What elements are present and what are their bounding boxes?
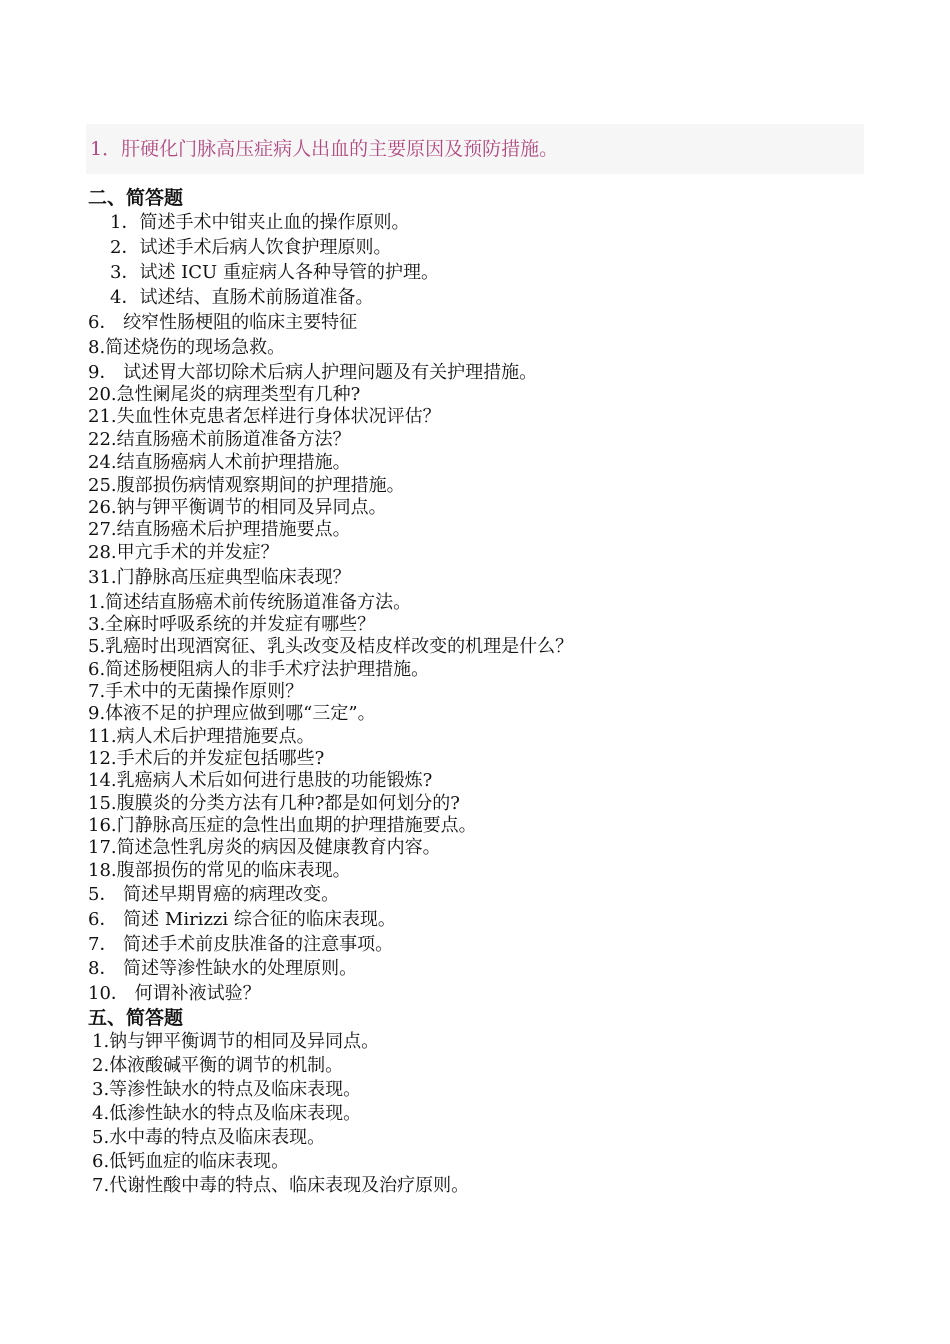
highlight-banner [86,124,864,174]
list-item: 5.水中毒的特点及临床表现。 [92,1127,326,1148]
list-item: 25.腹部损伤病情观察期间的护理措施。 [88,475,405,496]
list-item: 6． 简述 Mirizzi 综合征的临床表现。 [88,909,396,930]
list-item: 18.腹部损伤的常见的临床表现。 [88,860,351,881]
list-item: 3．试述 ICU 重症病人各种导管的护理。 [110,262,439,283]
list-item: 2.体液酸碱平衡的调节的机制。 [92,1055,344,1076]
list-item: 17.简述急性乳房炎的病因及健康教育内容。 [88,837,441,858]
list-item: 11.病人术后护理措施要点。 [88,726,315,747]
section-heading-2: 二、简答题 [88,187,184,209]
list-item: 14.乳癌病人术后如何进行患肢的功能锻炼? [88,770,433,791]
list-item: 3.全麻时呼吸系统的并发症有哪些？ [88,614,376,635]
list-item: 6.低钙血症的临床表现。 [92,1151,290,1172]
list-item: 7． 简述手术前皮肤准备的注意事项。 [88,934,394,955]
list-item: 1．简述手术中钳夹止血的操作原则。 [110,212,410,233]
list-item: 31.门静脉高压症典型临床表现？ [88,567,351,588]
list-item: 28.甲亢手术的并发症？ [88,542,279,563]
list-item: 27.结直肠癌术后护理措施要点。 [88,519,351,540]
list-item: 21.失血性休克患者怎样进行身体状况评估？ [88,406,441,427]
list-item: 4．试述结、直肠术前肠道准备。 [110,287,374,308]
list-item: 6.简述肠梗阻病人的非手术疗法护理措施。 [88,659,430,680]
list-item: 6． 绞窄性肠梗阻的临床主要特征 [88,312,358,333]
list-item: 2．试述手术后病人饮食护理原则。 [110,237,392,258]
list-item: 22.结直肠癌术前肠道准备方法？ [88,429,351,450]
list-item: 8.简述烧伤的现场急救。 [88,337,286,358]
list-item: 24.结直肠癌病人术前护理措施。 [88,452,351,473]
list-item: 9． 试述胃大部切除术后病人护理问题及有关护理措施。 [88,362,538,383]
list-item: 16.门静脉高压症的急性出血期的护理措施要点。 [88,815,477,836]
list-item: 15.腹膜炎的分类方法有几种?都是如何划分的? [88,793,460,814]
list-item: 7.手术中的无菌操作原则？ [88,681,304,702]
list-item: 1.简述结直肠癌术前传统肠道准备方法。 [88,592,412,613]
list-item: 10． 何谓补液试验？ [88,983,261,1004]
list-item: 5． 简述早期胃癌的病理改变。 [88,884,340,905]
list-item: 7.代谢性酸中毒的特点、临床表现及治疗原则。 [92,1175,470,1196]
section-heading-5: 五、简答题 [88,1007,184,1029]
list-item: 3.等渗性缺水的特点及临床表现。 [92,1079,362,1100]
list-item: 1.钠与钾平衡调节的相同及异同点。 [92,1031,380,1052]
list-item: 12.手术后的并发症包括哪些? [88,748,325,769]
list-item: 26.钠与钾平衡调节的相同及异同点。 [88,497,387,518]
list-item: 20.急性阑尾炎的病理类型有几种? [88,384,361,405]
list-item: 4.低渗性缺水的特点及临床表现。 [92,1103,362,1124]
highlight-question: 1．肝硬化门脉高压症病人出血的主要原因及预防措施。 [90,138,559,160]
list-item: 5.乳癌时出现酒窝征、乳头改变及桔皮样改变的机理是什么？ [88,636,574,657]
list-item: 9.体液不足的护理应做到哪“三定”。 [88,703,376,724]
list-item: 8． 简述等渗性缺水的处理原则。 [88,958,358,979]
